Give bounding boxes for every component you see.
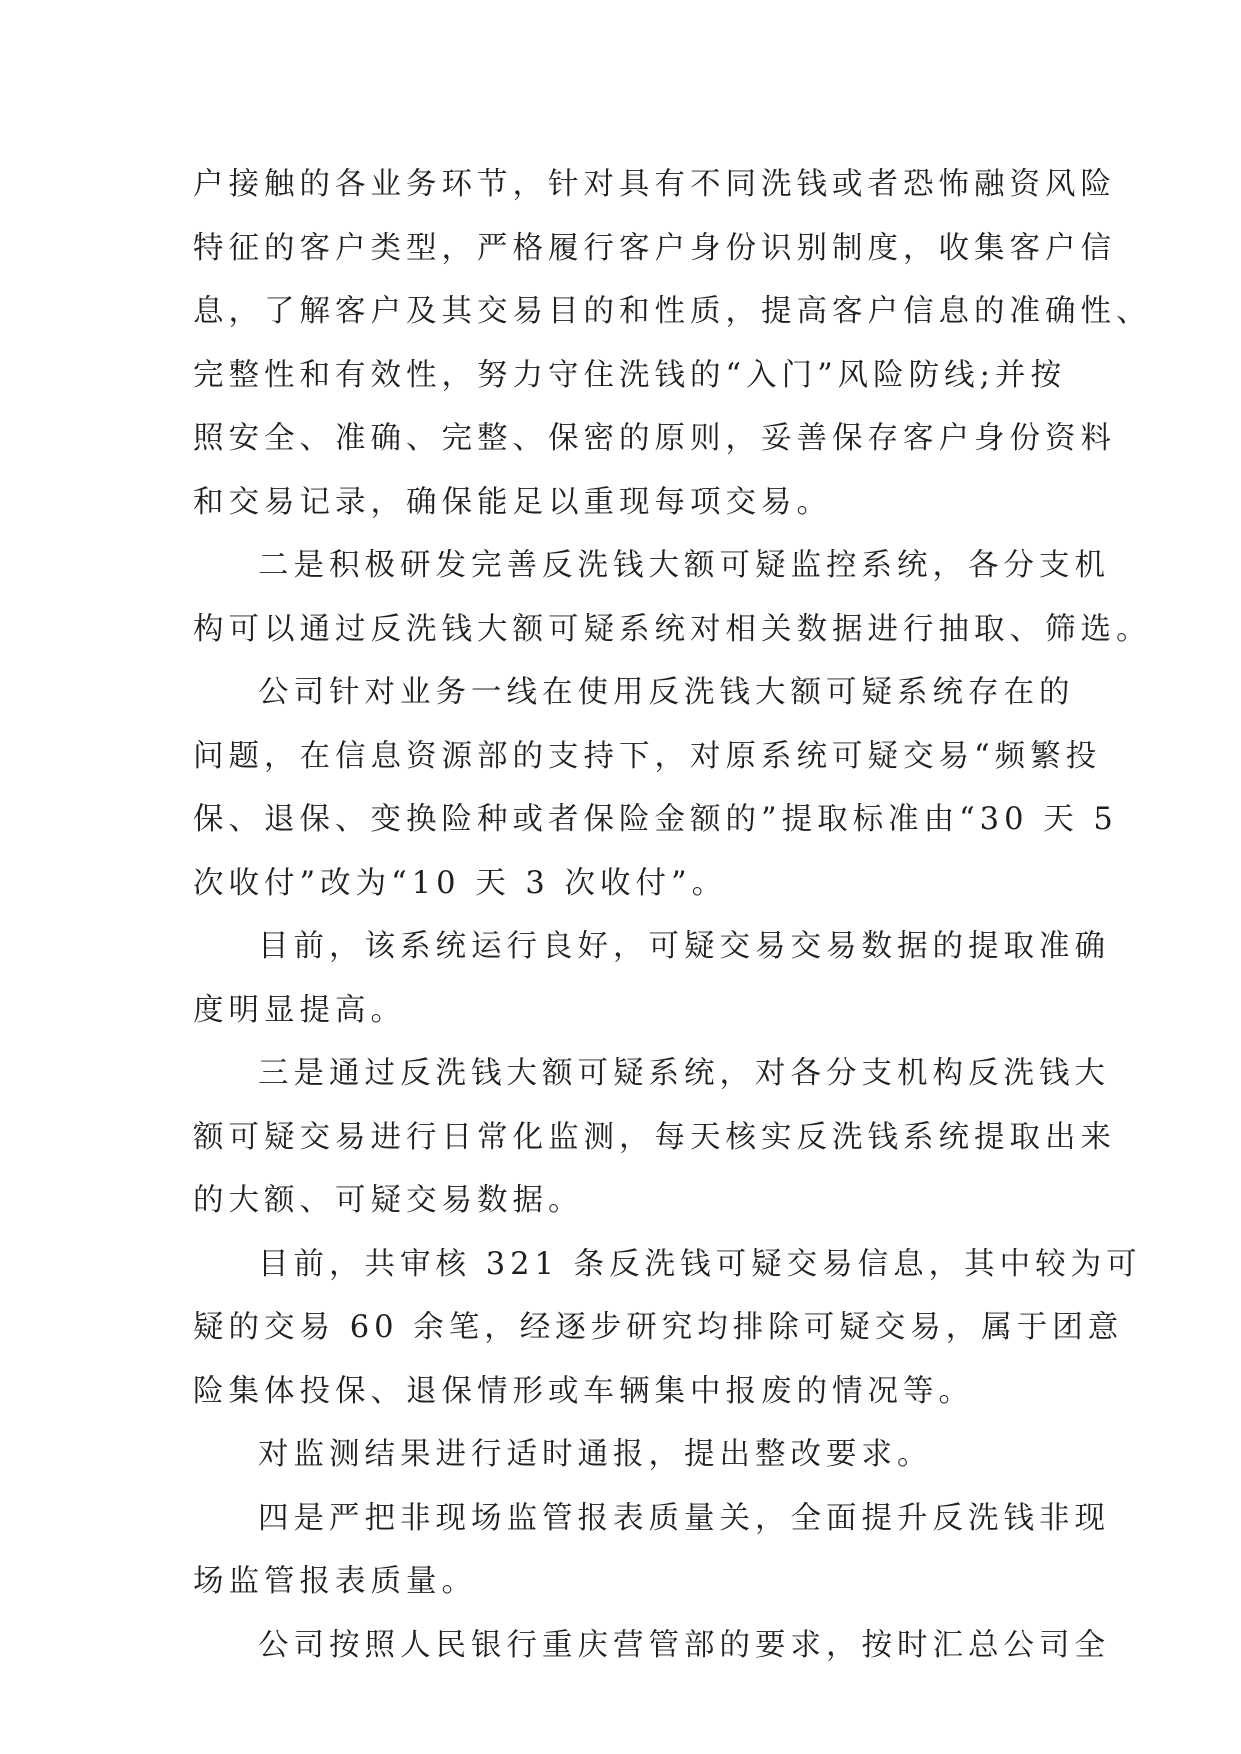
text-line: 险集体投保、退保情形或车辆集中报废的情况等。 (193, 1373, 974, 1409)
text-line: 公司针对业务一线在使用反洗钱大额可疑系统存在的 (258, 675, 1075, 710)
paragraph (193, 915, 1110, 1042)
paragraph (193, 1233, 1142, 1424)
text-line: 次收付”改为“10 天 3 次收付”。 (193, 865, 728, 901)
paragraph (193, 534, 1152, 661)
text-line: 目前，该系统运行良好，可疑交易交易数据的提取准确 (258, 929, 1110, 964)
paragraph (193, 661, 1118, 915)
text-line: 疑的交易 60 余笔，经逐步研究均排除可疑交易，属于团意 (193, 1310, 1124, 1345)
document-body (193, 153, 1152, 1677)
text-line: 构可以通过反洗钱大额可疑系统对相关数据进行抽取、筛选。 (193, 611, 1152, 647)
text-line: 二是积极研发完善反洗钱大额可疑监控系统，各分支机 (258, 548, 1110, 583)
text-line: 和交易记录，确保能足以重现每项交易。 (193, 484, 832, 520)
text-line: 场监管报表质量。 (193, 1564, 477, 1599)
text-line: 目前，共审核 321 条反洗钱可疑交易信息，其中较为可 (258, 1246, 1142, 1282)
paragraph (193, 1614, 1110, 1678)
text-line: 问题，在信息资源部的支持下，对原系统可疑交易“频繁投 (193, 738, 1102, 774)
text-line: 对监测结果进行适时通报，提出整改要求。 (258, 1437, 933, 1472)
text-line: 公司按照人民银行重庆营管部的要求，按时汇总公司全 (258, 1627, 1110, 1663)
text-line: 三是通过反洗钱大额可疑系统，对各分支机构反洗钱大 (258, 1056, 1110, 1091)
text-line: 息，了解客户及其交易目的和性质，提高客户信息的准确性、 (193, 294, 1152, 329)
paragraph (193, 1423, 1049, 1487)
text-line: 四是严把非现场监管报表质量关，全面提升反洗钱非现 (258, 1500, 1110, 1536)
text-line: 额可疑交易进行日常化监测，每天核实反洗钱系统提取出来 (193, 1119, 1116, 1155)
text-line: 照安全、准确、完整、保密的原则，妥善保存客户身份资料 (193, 421, 1116, 456)
text-line: 的大额、可疑交易数据。 (193, 1183, 584, 1218)
paragraph (193, 153, 1152, 534)
text-line: 特征的客户类型，严格履行客户身份识别制度，收集客户信 (193, 230, 1116, 266)
text-line: 完整性和有效性，努力守住洗钱的“入门”风险防线;并按 (193, 357, 1066, 393)
text-line: 保、退保、变换险种或者保险金额的”提取标准由“30 天 5 (193, 802, 1118, 837)
text-line: 度明显提高。 (193, 992, 406, 1028)
paragraph (193, 1487, 1110, 1614)
text-line: 户接触的各业务环节，针对具有不同洗钱或者恐怖融资风险 (193, 167, 1116, 202)
paragraph (193, 1042, 1116, 1233)
